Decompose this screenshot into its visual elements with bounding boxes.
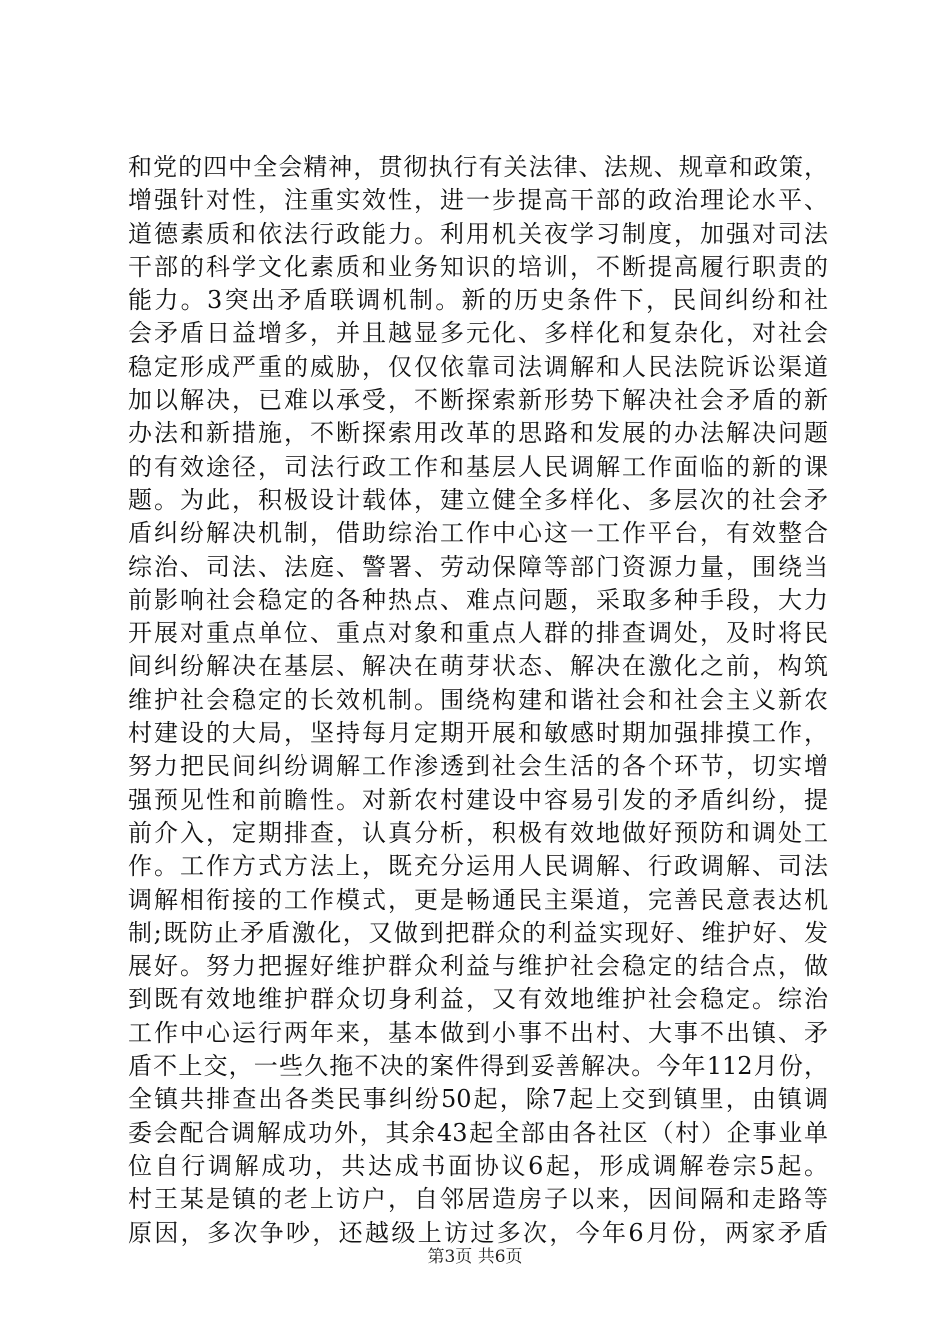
text-line: 作。工作方式方法上，既充分运用人民调解、行政调解、司法 bbox=[128, 852, 828, 881]
text-line: 原因，多次争吵，还越级上访过多次，今年6月份，两家矛盾 bbox=[128, 1218, 828, 1247]
text-line: 办法和新措施，不断探索用改革的思路和发展的办法解决问题 bbox=[128, 419, 828, 448]
text-line: 增强针对性，注重实效性，进一步提高干部的政治理论水平、 bbox=[128, 186, 828, 215]
text-line: 能力。3突出矛盾联调机制。新的历史条件下，民间纠纷和社 bbox=[128, 286, 828, 315]
text-line: 工作中心运行两年来，基本做到小事不出村、大事不出镇、矛 bbox=[128, 1018, 828, 1047]
text-line: 全镇共排查出各类民事纠纷50起，除7起上交到镇里，由镇调 bbox=[128, 1085, 828, 1114]
text-line: 调解相衔接的工作模式，更是畅通民主渠道，完善民意表达机 bbox=[128, 885, 828, 914]
text-line: 干部的科学文化素质和业务知识的培训，不断提高履行职责的 bbox=[128, 252, 828, 281]
page-number-footer: 第3页 共6页 bbox=[427, 1247, 523, 1267]
text-line: 加以解决，已难以承受，不断探索新形势下解决社会矛盾的新 bbox=[128, 386, 828, 415]
text-line: 位自行调解成功，共达成书面协议6起，形成调解卷宗5起。 bbox=[128, 1151, 828, 1180]
text-line: 到既有效地维护群众切身利益，又有效地维护社会稳定。综治 bbox=[128, 985, 828, 1014]
text-line: 前影响社会稳定的各种热点、难点问题，采取多种手段，大力 bbox=[128, 585, 828, 614]
text-line: 委会配合调解成功外，其余43起全部由各社区（村）企事业单 bbox=[128, 1118, 828, 1147]
text-line: 的有效途径，司法行政工作和基层人民调解工作面临的新的课 bbox=[128, 452, 828, 481]
text-line: 道德素质和依法行政能力。利用机关夜学习制度，加强对司法 bbox=[128, 219, 828, 248]
text-line: 综治、司法、法庭、警署、劳动保障等部门资源力量，围绕当 bbox=[128, 552, 828, 581]
text-line: 稳定形成严重的威胁，仅仅依靠司法调解和人民法院诉讼渠道 bbox=[128, 352, 828, 381]
text-line: 努力把民间纠纷调解工作渗透到社会生活的各个环节，切实增 bbox=[128, 752, 828, 781]
text-line: 维护社会稳定的长效机制。围绕构建和谐社会和社会主义新农 bbox=[128, 685, 828, 714]
body-text bbox=[128, 151, 828, 1250]
text-line: 会矛盾日益增多，并且越显多元化、多样化和复杂化，对社会 bbox=[128, 319, 828, 348]
text-line: 和党的四中全会精神，贯彻执行有关法律、法规、规章和政策， bbox=[128, 153, 828, 181]
text-line: 前介入，定期排查，认真分析，积极有效地做好预防和调处工 bbox=[128, 818, 828, 847]
text-line: 开展对重点单位、重点对象和重点人群的排查调处，及时将民 bbox=[128, 619, 828, 648]
text-line: 村建设的大局，坚持每月定期开展和敏感时期加强排摸工作， bbox=[128, 719, 828, 748]
text-line: 间纠纷解决在基层、解决在萌芽状态、解决在激化之前，构筑 bbox=[128, 652, 828, 681]
text-line: 盾纠纷解决机制，借助综治工作中心这一工作平台，有效整合 bbox=[128, 519, 828, 548]
text-line: 盾不上交，一些久拖不决的案件得到妥善解决。今年112月份， bbox=[128, 1052, 828, 1081]
text-line: 展好。努力把握好维护群众利益与维护社会稳定的结合点，做 bbox=[128, 952, 828, 981]
text-line: 制;既防止矛盾激化，又做到把群众的利益实现好、维护好、发 bbox=[128, 918, 828, 947]
text-line: 村王某是镇的老上访户，自邻居造房子以来，因间隔和走路等 bbox=[128, 1185, 828, 1214]
text-line: 强预见性和前瞻性。对新农村建设中容易引发的矛盾纠纷，提 bbox=[128, 785, 828, 814]
text-line: 题。为此，积极设计载体，建立健全多样化、多层次的社会矛 bbox=[128, 485, 828, 514]
